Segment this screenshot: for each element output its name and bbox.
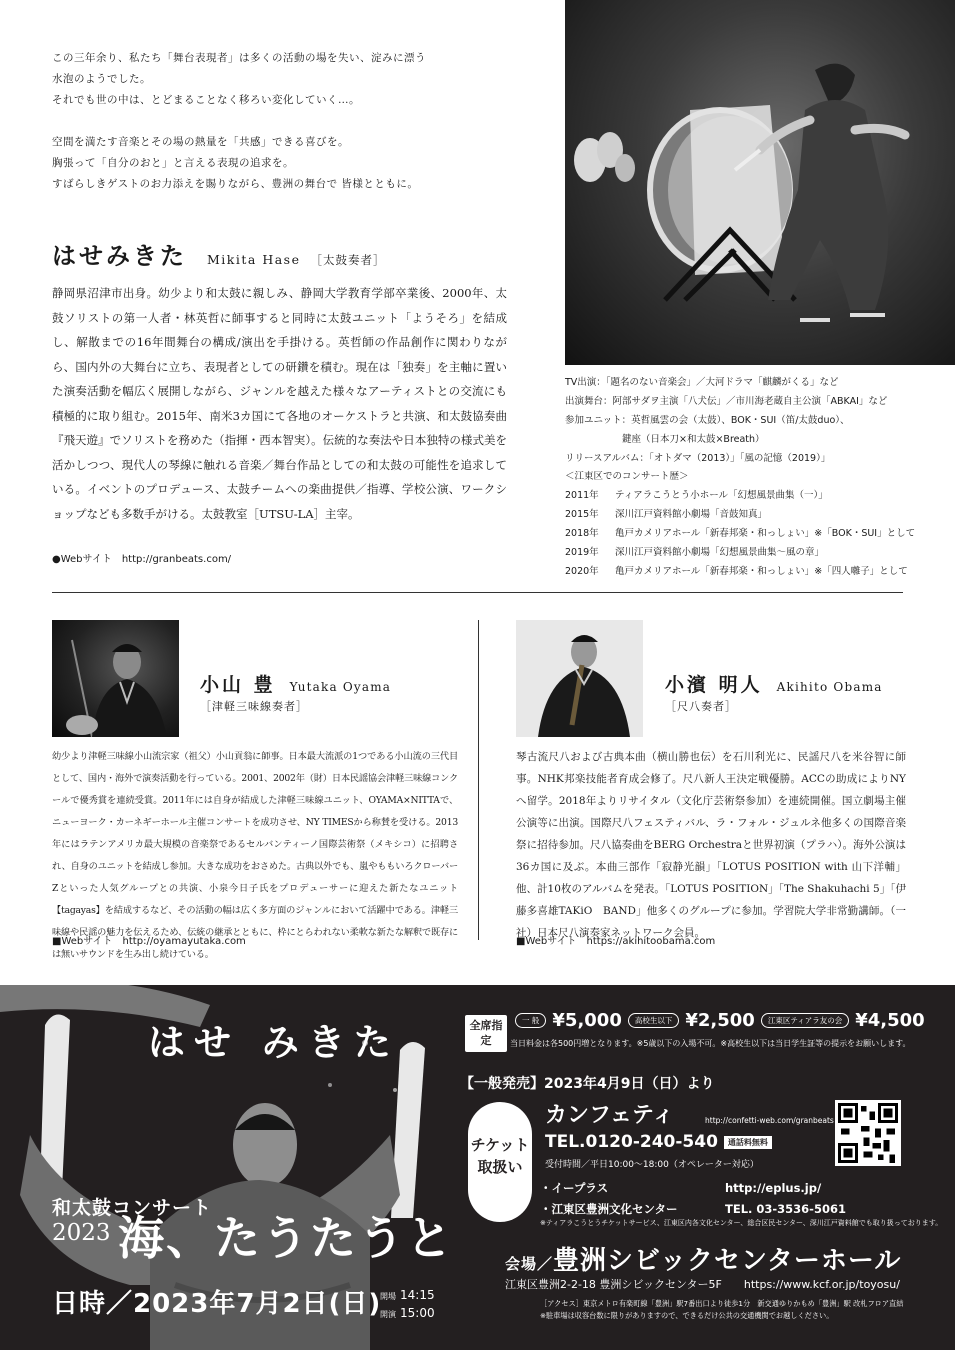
obama-bio: 琴古流尺八および古典本曲（横山勝也伝）を石川利光に、民謡尺八を米谷智に師事。NHK邦楽技能者育成会修了。尺八新人王決定戦優勝。ACCの助成によりNYへ留学。2018年よりリサイタル（文化庁芸術祭参加）を連続開催。国立劇場主催公演等に出演。国際尺八フェスティバル、ラ・フォル・ジュルネ他多くの国際音楽祭に招待参加。尺八協奏曲をBERG Orchestraと世界初演（プラハ）。海外公演は36カ国に及ぶ。本曲三部作「寂静光韻」「LOTUS POSITION with 山下洋輔」他、計10枚のアルバムを発表。「LOTUS POSITION」「The Shakuhachi 5」「伊藤多喜雄TAKiO BAND」他多くのグループに参加。学習院大学非常勤講師。（一社）日本尺八演奏家ネットワーク会員。 bbox=[516, 751, 906, 939]
history-year: 2011年 bbox=[565, 490, 599, 501]
history-row bbox=[565, 562, 945, 581]
history-year: 2015年 bbox=[565, 509, 599, 520]
concert-title: 海、たうたうと bbox=[118, 1211, 454, 1265]
history-text: 亀戸カメリアホール「新春邦楽・和っしょい」※「BOK・SUI」として bbox=[615, 528, 916, 539]
history-text: 深川江戸資料館小劇場「音鼓知真」 bbox=[615, 509, 768, 520]
outlet-info[interactable]: TEL. 03-3536-5061 bbox=[725, 1202, 846, 1216]
outlet-note: ※ティアラこうとうチケットサービス、江東区内各文化センター、総合区民センター、深川江戸資料館でも取り扱っております。 bbox=[540, 1219, 943, 1227]
access-text: ［アクセス］東京メトロ有楽町線「豊洲」駅7番出口より徒歩1分 新交通ゆりかもめ「豊洲」駅 改札フロア直結 bbox=[540, 1299, 904, 1308]
history-text: ティアラこうとう小ホール「幻想風景曲集（一）」 bbox=[615, 490, 828, 501]
qr-code-graphic bbox=[838, 1103, 898, 1163]
outlet-name: ・イープラス bbox=[540, 1181, 609, 1195]
flyer-performer-name: はせ みきた bbox=[148, 1020, 400, 1064]
history-year: 2020年 bbox=[565, 566, 599, 577]
intro-line: それでも世の中は、とどまることなく移ろい変化していく…。 bbox=[52, 94, 360, 106]
oyama-roman-name: Yutaka Oyama bbox=[289, 680, 392, 694]
intro-line: 水泡のようでした。 bbox=[52, 73, 151, 85]
history-row bbox=[565, 505, 945, 524]
history-text: 深川江戸資料館小劇場「幻想風景曲集～風の章」 bbox=[615, 547, 825, 558]
oyama-portrait-illustration bbox=[52, 620, 179, 737]
section-divider bbox=[52, 592, 903, 593]
start-time: 15:00 bbox=[400, 1306, 435, 1320]
open-time: 14:15 bbox=[400, 1288, 435, 1302]
guest-column-divider bbox=[478, 620, 479, 940]
career-item: TV出演：「題名のない音楽会」／大河ドラマ「麒麟がくる」など bbox=[565, 377, 839, 388]
venue-label: 会場／ bbox=[505, 1255, 554, 1273]
career-item: 参加ユニット：英哲風雲の会（太鼓）、BOK・SUI（笛/太鼓duo）、 bbox=[565, 415, 850, 426]
obama-roman-name: Akihito Obama bbox=[776, 680, 883, 694]
oyama-portrait bbox=[52, 620, 179, 737]
price-label-general: 一 般 bbox=[515, 1013, 546, 1028]
intro-line: 胸張って「自分のおと」と言える表現の追求を。 bbox=[52, 157, 294, 169]
venue-name: 豊洲シビックセンターホール bbox=[553, 1246, 902, 1276]
sale-date: 【一般発売】2023年4月9日（日）より bbox=[460, 1076, 715, 1092]
start-label: 開演 bbox=[380, 1310, 396, 1319]
concert-label: 和太鼓コンサート bbox=[52, 1197, 213, 1219]
obama-name: 小濱 明人 bbox=[665, 674, 763, 696]
outlet-name: ・江東区豊洲文化センター bbox=[540, 1202, 678, 1216]
venue-address: 江東区豊洲2-2-18 豊洲シビックセンター5F https://www.kcf.or.jp/toyosu/ bbox=[505, 1278, 900, 1291]
koto-concert-history bbox=[565, 467, 945, 581]
outlet-info[interactable]: http://eplus.jp/ bbox=[725, 1181, 822, 1195]
obama-website-link[interactable]: ■Webサイト https://akihitoobama.com bbox=[516, 936, 716, 947]
history-row bbox=[565, 524, 945, 543]
hase-heading bbox=[52, 236, 385, 271]
confetti-url[interactable]: http://confetti-web.com/granbeats bbox=[705, 1116, 834, 1125]
price-note: 当日料金は各500円増となります。※5歳以下の入場不可。※高校生以下は当日学生証等の提示をお願いします。 bbox=[510, 1039, 911, 1048]
concert-date: 日時／2023年7月2日(日) bbox=[52, 1289, 382, 1319]
history-year: 2018年 bbox=[565, 528, 599, 539]
hase-career-list bbox=[565, 373, 945, 468]
taiko-performance-photo bbox=[565, 0, 955, 365]
venue-access bbox=[540, 1298, 903, 1322]
intro-line: 空間を満たす音楽とその場の熱量を「共感」できる喜びを。 bbox=[52, 136, 349, 148]
seat-type-label: 全席指定 bbox=[465, 1015, 507, 1052]
open-label: 開場 bbox=[380, 1292, 396, 1301]
confetti-phone[interactable] bbox=[545, 1132, 772, 1152]
phone-number: TEL.0120-240-540 bbox=[545, 1132, 718, 1152]
hase-bio: 静岡県沼津市出身。幼少より和太鼓に親しみ、静岡大学教育学部卒業後、2000年、太鼓ソリストの第一人者・林英哲に師事すると同時に太鼓ユニット「ようそろ」を結成し、解散までの16年間舞台の構成/演出を手掛ける。英哲師の作品創作に関わりながら、国内外の大舞台に立ち、表現者としての研鑽を積む。現在は「独奏」を主軸に置いた演奏活動を幅広く展開しながら、ジャンルを越えた様々なアーティストとの交流にも積極的に取り組む。2015年、南米3カ国にて各地のオーケストラと共演、和太鼓協奏曲『飛天遊』でソリストを務めた（指揮・西本智実）。伝統的な奏法や日本独特の様式美を活かしつつ、現代人の琴線に触れる音楽／舞台作品としての和太鼓の可能性を追求している。イベントのプロデュース、太鼓チームへの楽曲提供／指導、学校公演、ワークショップなども多数手がける。太鼓教室［UTSU-LA］主宰。 bbox=[52, 286, 507, 521]
history-year: 2019年 bbox=[565, 547, 599, 558]
career-item: 出演舞台：阿部サダヲ主演「八犬伝」／市川海老蔵自主公演「ABKAI」など bbox=[565, 396, 888, 407]
price-general: ¥5,000 bbox=[552, 1010, 622, 1031]
price-label-student: 高校生以下 bbox=[628, 1013, 680, 1028]
confetti-name: カンフェティ bbox=[545, 1103, 675, 1128]
history-title: ＜江東区でのコンサート歴＞ bbox=[565, 471, 689, 482]
hase-role: ［太鼓奏者］ bbox=[310, 253, 386, 267]
toll-free-badge: 通話料無料 bbox=[724, 1136, 772, 1149]
intro-line: この三年余り、私たち「舞台表現者」は多くの活動の場を失い、淀みに漂う bbox=[52, 52, 426, 64]
intro-line: すばらしきゲストのお力添えを賜りながら、豊洲の舞台で 皆様とともに。 bbox=[52, 178, 419, 190]
ticket-prices bbox=[515, 1010, 925, 1031]
price-student: ¥2,500 bbox=[685, 1010, 755, 1031]
hase-roman-name: Mikita Hase bbox=[207, 252, 301, 267]
concert-times bbox=[380, 1287, 435, 1323]
oyama-website-link[interactable]: ■Webサイト http://oyamayutaka.com bbox=[52, 936, 246, 947]
ticket-outlets bbox=[540, 1178, 846, 1220]
history-row bbox=[565, 486, 945, 505]
obama-portrait-illustration bbox=[516, 620, 643, 737]
history-text: 亀戸カメリアホール「新春邦楽・和っしょい」※「四人囃子」として bbox=[615, 566, 908, 577]
obama-role: ［尺八奏者］ bbox=[665, 700, 737, 713]
intro-text bbox=[52, 48, 492, 195]
oyama-name: 小山 豊 bbox=[200, 674, 276, 696]
price-label-member: 江東区ティアラ友の会 bbox=[761, 1013, 849, 1028]
hase-website-link[interactable]: ●Webサイト http://granbeats.com/ bbox=[52, 554, 232, 565]
qr-code-icon[interactable] bbox=[835, 1100, 901, 1166]
history-row bbox=[565, 543, 945, 562]
ticket-handling-label: チケット取扱い bbox=[468, 1102, 532, 1222]
concert-year: 2023 bbox=[52, 1220, 111, 1246]
oyama-role: ［津軽三味線奏者］ bbox=[200, 700, 308, 713]
obama-heading bbox=[665, 670, 883, 697]
oyama-bio: 幼少より津軽三味線小山流宗家（祖父）小山貢翁に師事。日本最大流派の1つである小山流の三代目として、国内・海外で演奏活動を行っている。2001、2002年（財）日本民謡協会津軽三味線コンクールで優秀賞を連続受賞。2011年には自身が結成した津軽三味線ユニット、OYAMA×NITTAで、ニューヨーク・カーネギーホール主催コンサートを成功させ、NY TIMESから称賛を受ける。2013年にはラテンアメリカ最大規模の音楽祭であるセルバンティーノ国際芸術祭（メキシコ）に招聘され、自身のユニットを結成し参加。大きな成功をおさめた。古典以外でも、嵐やももいろクローバーZといった人気グループとの共演、小泉今日子氏をプロデューサーに迎えた新たなユニット【tagayas】を結成するなど、その活動の幅は広く多方面のジャンルにおいて活躍中である。津軽三味線や民謡の魅力を伝えるため、伝統の継承とともに、枠にとらわれない柔軟な新たな解釈で既存には無いサウンドを生み出し続けている。 bbox=[52, 751, 458, 960]
obama-portrait bbox=[516, 620, 643, 737]
parking-note: ※駐車場は収容台数に限りがありますので、できるだけ公共の交通機関でお越しください。 bbox=[540, 1311, 834, 1320]
oyama-heading bbox=[200, 670, 391, 697]
venue-heading bbox=[505, 1240, 901, 1277]
career-item: 鍵座（日本刀×和太鼓×Breath） bbox=[565, 434, 765, 445]
price-member: ¥4,500 bbox=[855, 1010, 925, 1031]
career-item: リリースアルバム：「オトダマ（2013）」「風の記憶（2019）」 bbox=[565, 453, 831, 464]
hase-name: はせみきた bbox=[52, 241, 187, 270]
taiko-photo-illustration bbox=[565, 0, 955, 365]
phone-hours: 受付時間／平日10:00～18:00（オペレーター対応） bbox=[545, 1160, 759, 1170]
